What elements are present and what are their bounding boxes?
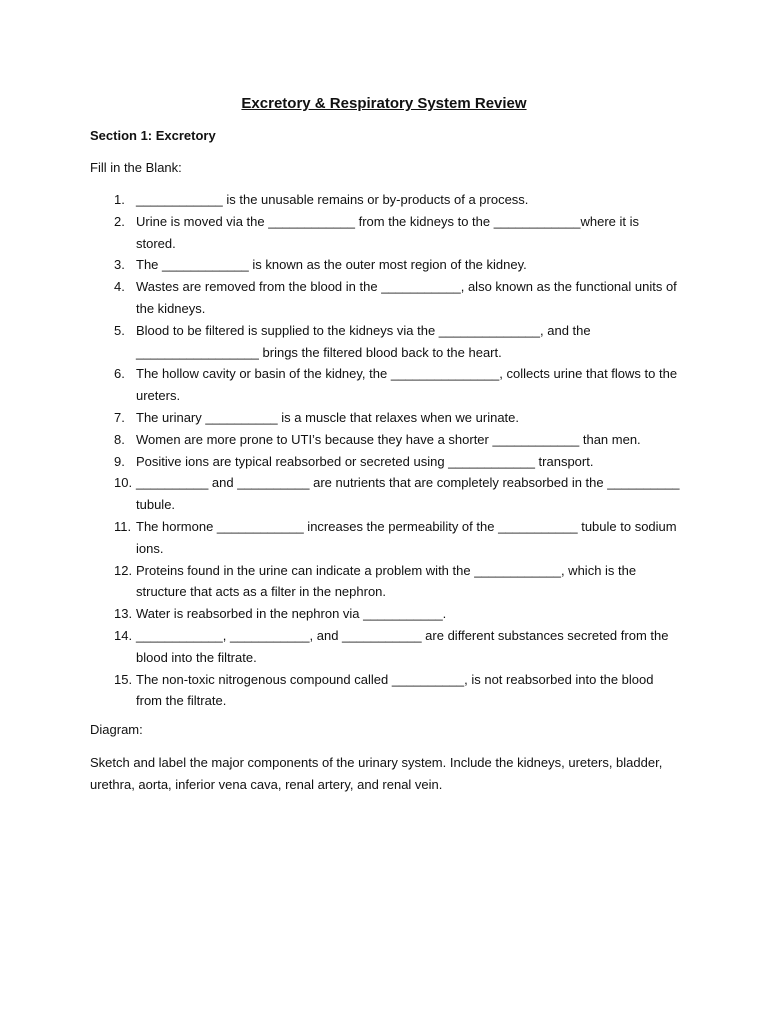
- question-item: [90, 276, 680, 320]
- question-text: The ____________ is known as the outer most region of the kidney.: [136, 257, 527, 273]
- question-number: 15.: [114, 671, 133, 687]
- question-number: 14.: [114, 627, 133, 643]
- question-text: Urine is moved via the ____________ from the kidneys to the ____________where it is stored.: [136, 213, 639, 251]
- question-item: [90, 363, 680, 407]
- question-text: __________ and __________ are nutrients that are completely reabsorbed in the __________ tubule.: [136, 475, 680, 513]
- question-number: 11.: [114, 518, 132, 534]
- diagram-instructions: Sketch and label the major components of the urinary system. Include the kidneys, ureters, bladder, urethra, aorta, inferior vena cava, renal artery, and renal vein.: [90, 755, 663, 792]
- page-title: Excretory & Respiratory System Review: [241, 95, 527, 112]
- question-text: The urinary __________ is a muscle that relaxes when we urinate.: [136, 409, 519, 425]
- diagram-heading: Diagram:: [90, 722, 143, 737]
- question-text: The hollow cavity or basin of the kidney, the _______________, collects urine that flows to the ureters.: [136, 366, 678, 404]
- question-number: 5.: [114, 322, 125, 338]
- question-text: Wastes are removed from the blood in the ___________, also known as the functional units of the kidneys.: [136, 279, 677, 316]
- fill-in-blank-heading: Fill in the Blank:: [90, 160, 182, 175]
- question-text: Positive ions are typical reabsorbed or secreted using ____________ transport.: [136, 453, 594, 469]
- question-item: [90, 669, 680, 713]
- question-number: 13.: [114, 606, 133, 622]
- question-number: 12.: [114, 562, 133, 578]
- question-text: Women are more prone to UTI’s because they have a shorter ____________ than men.: [136, 431, 641, 447]
- question-number: 4.: [114, 279, 125, 295]
- question-text: The hormone ____________ increases the permeability of the ___________ tubule to sodium ions.: [136, 518, 677, 556]
- question-number: 1.: [114, 192, 125, 207]
- section-heading: Section 1: Excretory: [90, 128, 216, 143]
- question-item: [90, 472, 680, 516]
- question-item: [90, 560, 680, 604]
- question-list: [90, 189, 680, 712]
- question-text: Blood to be filtered is supplied to the kidneys via the ______________, and the _________________ brings the filtered blood back to the heart.: [136, 322, 591, 360]
- question-text: Proteins found in the urine can indicate a problem with the ____________, which is the structure that acts as a filter in the nephron.: [136, 562, 637, 600]
- question-item: [90, 516, 680, 560]
- question-number: 7.: [114, 409, 125, 425]
- question-item: [90, 211, 680, 255]
- question-number: 9.: [114, 453, 125, 469]
- question-item: [90, 407, 680, 429]
- question-number: 3.: [114, 257, 125, 273]
- question-item: [90, 625, 680, 669]
- question-text: Water is reabsorbed in the nephron via ___________.: [136, 606, 447, 622]
- question-item: [90, 603, 680, 625]
- question-item: [90, 429, 680, 451]
- question-number: 10.: [114, 475, 133, 491]
- question-item: [90, 320, 680, 364]
- question-text: The non-toxic nitrogenous compound called __________, is not reabsorbed into the blood from the filtrate.: [136, 671, 654, 709]
- question-number: 6.: [114, 366, 125, 382]
- question-number: 2.: [114, 213, 125, 229]
- question-item: [90, 189, 680, 211]
- question-text: ____________ is the unusable remains or by-products of a process.: [136, 192, 529, 207]
- question-item: [90, 451, 680, 473]
- question-item: [90, 254, 680, 276]
- question-number: 8.: [114, 431, 125, 447]
- question-text: ____________, ___________, and ___________ are different substances secreted from the blood into the filtrate.: [136, 627, 669, 665]
